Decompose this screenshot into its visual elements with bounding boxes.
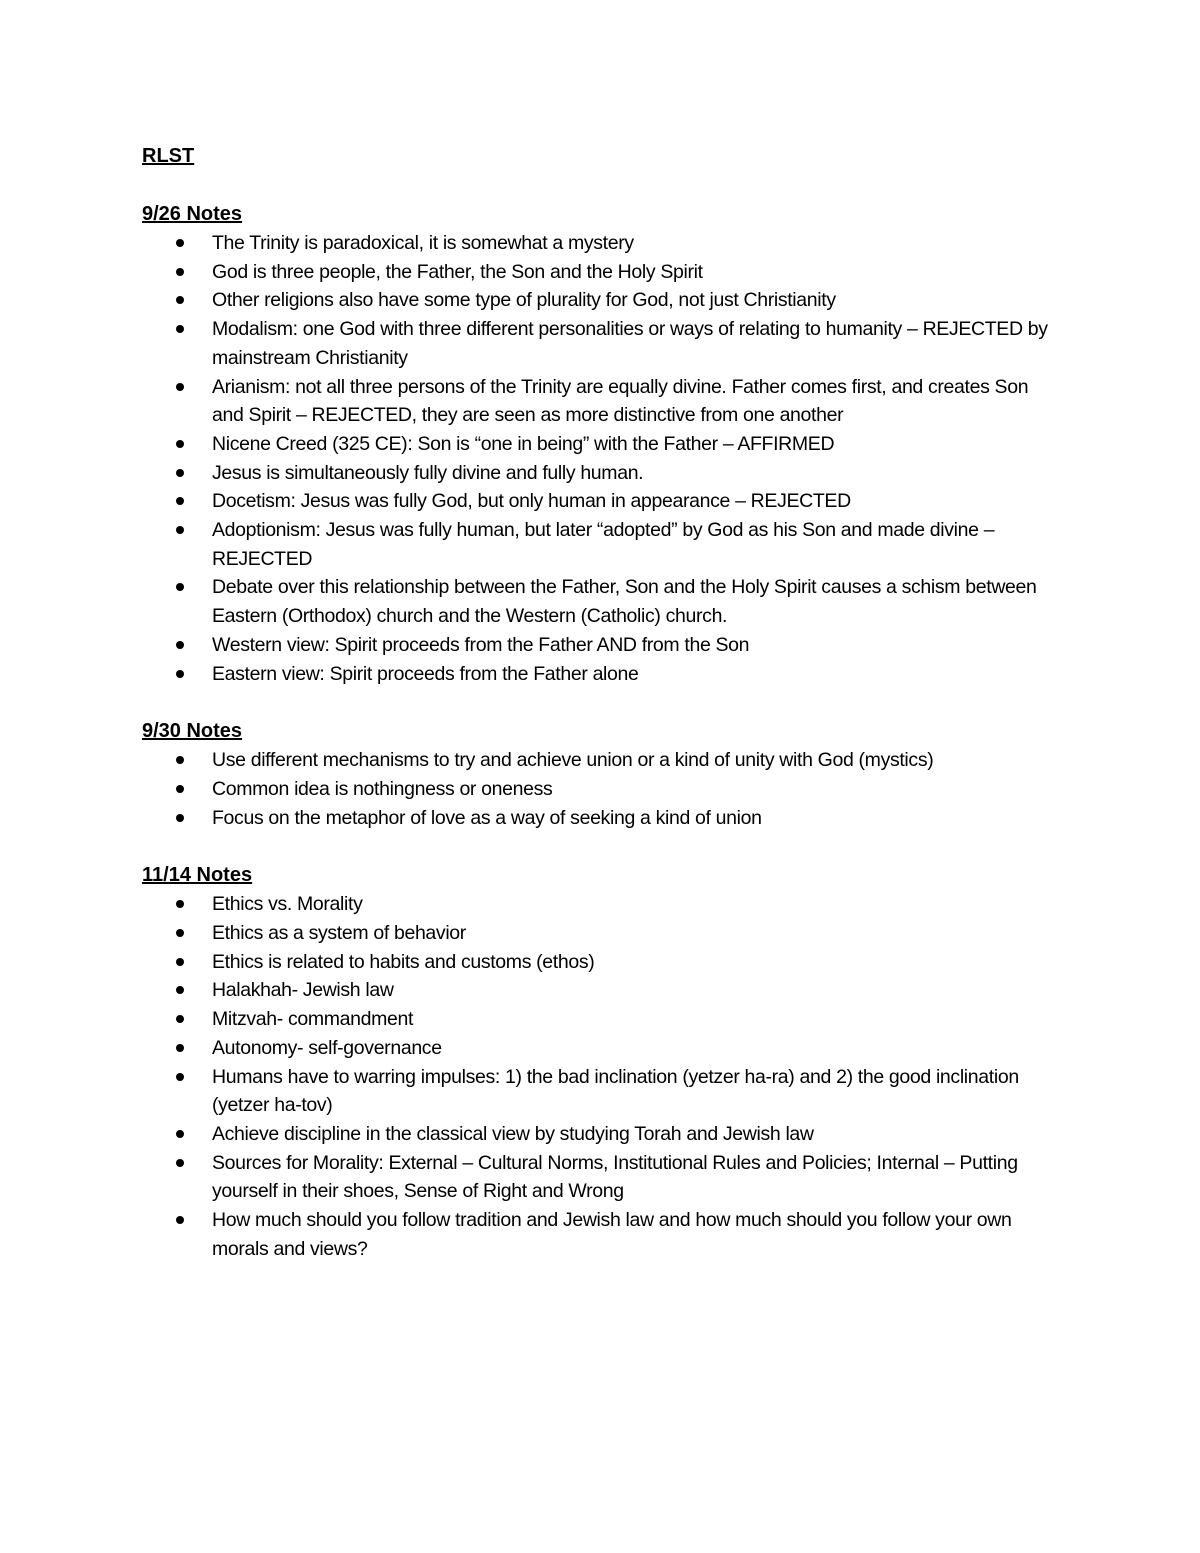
list-item-text: Ethics is related to habits and customs (ethos) xyxy=(212,950,595,973)
bullet-icon xyxy=(176,641,184,649)
bullet-icon xyxy=(176,268,184,276)
bullet-icon xyxy=(176,756,184,764)
list-item-text: Achieve discipline in the classical view by studying Torah and Jewish law xyxy=(212,1122,814,1145)
list-item xyxy=(142,1034,1062,1063)
section-heading: 9/26 Notes xyxy=(142,203,243,225)
bullet-icon xyxy=(176,1044,184,1052)
bullet-icon xyxy=(176,1216,184,1224)
bullet-icon xyxy=(176,986,184,994)
list-item xyxy=(142,804,1062,833)
list-item-text: How much should you follow tradition and Jewish law and how much should you follow your own morals and views? xyxy=(212,1209,1012,1260)
list-item-text: The Trinity is paradoxical, it is somewhat a mystery xyxy=(212,232,634,254)
list-item-text: Autonomy- self-governance xyxy=(212,1036,442,1059)
list-item-text: Humans have to warring impulses: 1) the bad inclination (yetzer ha-ra) and 2) the good inclination (yetzer ha-tov) xyxy=(212,1065,1019,1117)
notes-section xyxy=(142,717,1062,832)
list-item xyxy=(142,660,1062,689)
list-item xyxy=(142,746,1062,775)
list-item xyxy=(142,890,1062,919)
document-page xyxy=(142,142,1062,1293)
bullet-icon xyxy=(176,1073,184,1081)
list-item-text: Docetism: Jesus was fully God, but only human in appearance – REJECTED xyxy=(212,490,851,513)
bullet-icon xyxy=(176,1015,184,1023)
bullet-icon xyxy=(176,929,184,937)
bullet-icon xyxy=(176,526,184,534)
notes-sections xyxy=(142,200,1062,1264)
list-item xyxy=(142,487,1062,516)
list-item xyxy=(142,229,1062,258)
list-item-text: Nicene Creed (325 CE): Son is “one in being” with the Father – AFFIRMED xyxy=(212,432,835,455)
list-item-text: Other religions also have some type of plurality for God, not just Christianity xyxy=(212,289,836,312)
notes-section xyxy=(142,861,1062,1263)
list-item-text: Focus on the metaphor of love as a way of seeking a kind of union xyxy=(212,806,762,829)
bullet-icon xyxy=(176,239,184,247)
list-item-text: Ethics as a system of behavior xyxy=(212,922,466,945)
list-item xyxy=(142,430,1062,459)
bullet-icon xyxy=(176,1130,184,1138)
notes-list xyxy=(142,890,1062,1263)
section-heading: 9/30 Notes xyxy=(142,720,243,743)
notes-list xyxy=(142,229,1062,688)
list-item xyxy=(142,631,1062,660)
list-item xyxy=(142,258,1062,287)
bullet-icon xyxy=(176,296,184,304)
bullet-icon xyxy=(176,958,184,966)
list-item xyxy=(142,775,1062,804)
list-item xyxy=(142,1005,1062,1034)
list-item-text: God is three people, the Father, the Son and the Holy Spirit xyxy=(212,260,703,283)
list-item-text: Jesus is simultaneously fully divine and fully human. xyxy=(212,461,644,484)
list-item-text: Sources for Morality: External – Cultural Norms, Institutional Rules and Policies; Internal – Putting yourself in their shoes, Sense of Right and Wrong xyxy=(212,1151,1018,1203)
list-item-text: Eastern view: Spirit proceeds from the Father alone xyxy=(212,662,639,685)
list-item xyxy=(142,459,1062,488)
title-spacer xyxy=(142,171,1062,200)
list-item xyxy=(142,976,1062,1005)
list-item-text: Modalism: one God with three different personalities or ways of relating to humanity – REJECTED by mainstream Christianity xyxy=(212,318,1048,369)
list-item-text: Halakhah- Jewish law xyxy=(212,979,394,1002)
list-item-text: Ethics vs. Morality xyxy=(212,893,363,916)
list-item xyxy=(142,373,1062,430)
section-heading: 11/14 Notes xyxy=(142,864,253,887)
list-item-text: Western view: Spirit proceeds from the Father AND from the Son xyxy=(212,633,750,656)
bullet-icon xyxy=(176,583,184,591)
bullet-icon xyxy=(176,469,184,477)
bullet-icon xyxy=(176,670,184,678)
list-item xyxy=(142,919,1062,948)
bullet-icon xyxy=(176,440,184,448)
notes-list xyxy=(142,746,1062,832)
list-item-text: Debate over this relationship between the Father, Son and the Holy Spirit causes a schism between Eastern (Orthodox) church and the Western (Catholic) church. xyxy=(212,576,1037,628)
list-item xyxy=(142,948,1062,977)
list-item xyxy=(142,315,1062,372)
bullet-icon xyxy=(176,383,184,391)
notes-section xyxy=(142,200,1062,688)
bullet-icon xyxy=(176,814,184,822)
bullet-icon xyxy=(176,1159,184,1167)
bullet-icon xyxy=(176,325,184,333)
list-item-text: Use different mechanisms to try and achieve union or a kind of unity with God (mystics) xyxy=(212,749,934,772)
list-item xyxy=(142,286,1062,315)
list-item xyxy=(142,573,1062,630)
list-item xyxy=(142,1149,1062,1206)
bullet-icon xyxy=(176,785,184,793)
document-title: RLST xyxy=(142,145,195,167)
list-item xyxy=(142,1120,1062,1149)
list-item xyxy=(142,516,1062,573)
bullet-icon xyxy=(176,900,184,908)
list-item xyxy=(142,1206,1062,1263)
list-item-text: Mitzvah- commandment xyxy=(212,1008,414,1031)
list-item-text: Common idea is nothingness or oneness xyxy=(212,777,553,800)
bullet-icon xyxy=(176,497,184,505)
list-item xyxy=(142,1063,1062,1120)
list-item-text: Arianism: not all three persons of the Trinity are equally divine. Father comes first, and creates Son and Spirit – REJECTED, they are seen as more distinctive from one another xyxy=(212,375,1029,427)
list-item-text: Adoptionism: Jesus was fully human, but later “adopted” by God as his Son and made divine – REJECTED xyxy=(212,519,995,570)
